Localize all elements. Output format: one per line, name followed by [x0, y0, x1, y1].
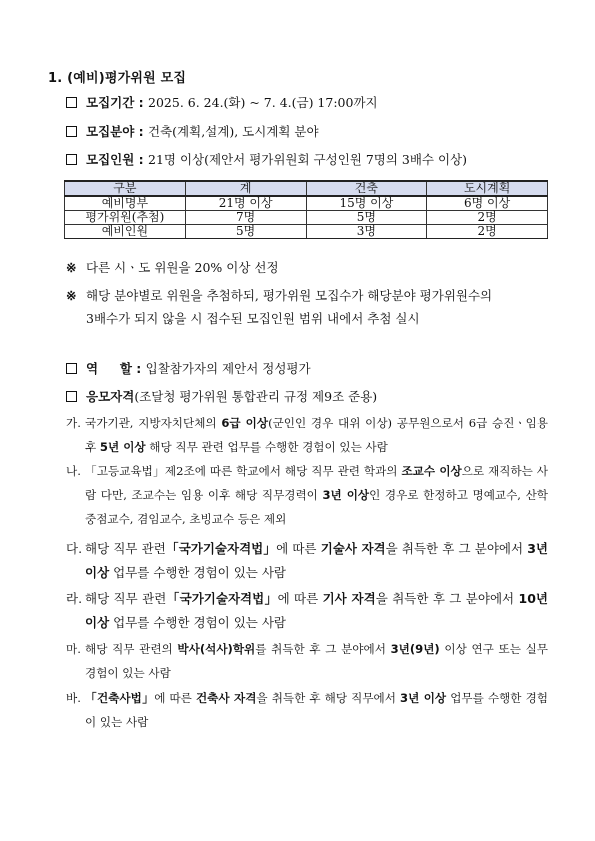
role-row [66, 358, 311, 378]
table-cell: 5명 [306, 211, 427, 225]
item-marker: 다. [66, 541, 83, 556]
item-emphasis: 「국가기술자격법」 [166, 591, 278, 606]
qualification-item-ma [66, 637, 548, 685]
item-text: 업무를 수행한 경험이 있는 사람 [109, 565, 286, 580]
section-title: 1. (예비)평가위원 모집 [48, 71, 187, 86]
recruitment-table [64, 180, 548, 239]
table-cell: 5명 [185, 225, 306, 239]
table-cell: 예비명부 [65, 196, 186, 211]
table-header-cell: 계 [185, 181, 306, 196]
item-text: 에 따른 [154, 691, 196, 705]
item-emphasis: 박사(석사)학위 [177, 642, 256, 656]
note-1-text: 다른 시ㆍ도 위원을 20% 이상 선정 [86, 260, 279, 275]
item-text: 을 취득한 후 그 분야에서 [385, 541, 528, 556]
count-value: 21명 이상(제안서 평가위원회 구성인원 7명의 3배수 이상) [148, 152, 467, 167]
item-emphasis: 10년 이상 [85, 591, 548, 630]
table-cell: 2명 [427, 211, 548, 225]
note-2-text-line1: 해당 분야별로 위원을 추첨하되, 평가위원 모집수가 해당분야 평가위원수의 [86, 288, 493, 303]
item-emphasis: 5년 이상 [99, 440, 146, 454]
period-label: 모집기간 [86, 95, 135, 110]
checkbox-square-icon [66, 391, 77, 402]
item-text: 에 따른 [277, 591, 323, 606]
note-mark: ※ [66, 260, 77, 275]
item-emphasis: 기사 자격 [322, 591, 376, 606]
item-emphasis: 「건축사법」 [85, 691, 155, 705]
item-text: 업무를 수행한 경험이 있는 사람 [85, 691, 548, 729]
period-value: 2025. 6. 24.(화) ~ 7. 4.(금) 17:00까지 [148, 95, 378, 110]
item-text: 국가기관, 지방자치단체의 [85, 416, 222, 430]
field-label: 모집분야 [86, 124, 135, 139]
item-text: 「고등교육법」제2조에 따른 학교에서 해당 직무 관련 학과의 [85, 464, 402, 478]
item-text: 을 취득한 후 그 분야에서 [375, 591, 519, 606]
item-text: 으로 재직하는 사람 다만, 조교수는 임용 이후 해당 직무경력이 [85, 464, 548, 502]
period-separator: : [134, 94, 149, 110]
table-cell: 6명 이상 [427, 196, 548, 211]
field-value: 건축(계획,설계), 도시계획 분야 [148, 124, 319, 139]
field-separator: : [134, 123, 149, 139]
item-text: 를 취득한 후 그 분야에서 [255, 642, 391, 656]
role-separator: : [131, 360, 146, 376]
checkbox-square-icon [66, 363, 77, 374]
item-emphasis: 3년 이상 [85, 541, 549, 580]
table-header-cell: 건축 [306, 181, 427, 196]
checkbox-square-icon [66, 97, 77, 108]
item-text: 해당 직무 관련 [85, 591, 167, 606]
count-separator: : [134, 151, 149, 167]
item-emphasis: 3년 이상 [400, 691, 447, 705]
item-text: 이상 연구 또는 실무 경험이 있는 사람 [85, 642, 548, 680]
note-mark: ※ [66, 288, 77, 303]
qualification-item-ga [66, 411, 548, 459]
note-1 [66, 256, 279, 279]
item-emphasis: 3년 이상 [322, 488, 370, 502]
table-cell: 21명 이상 [185, 196, 306, 211]
item-text: (군인인 경우 대위 이상) 공무원으로서 6급 승진ㆍ임용 후 [85, 416, 549, 454]
item-marker: 마. [66, 642, 81, 656]
item-text: 인 경우로 한정하고 명예교수, 산학중점교수, 겸임교수, 초빙교수 등은 제외 [85, 488, 548, 526]
checkbox-square-icon [66, 154, 77, 165]
table-row [65, 225, 548, 239]
period-row [66, 92, 378, 112]
count-label: 모집인원 [86, 152, 135, 167]
item-marker: 바. [66, 691, 81, 705]
qualification-item-ra [66, 587, 548, 635]
table-cell: 2명 [427, 225, 548, 239]
item-emphasis: 조교수 이상 [401, 464, 462, 478]
qualification-item-na [66, 459, 548, 531]
item-emphasis: 「국가기술자격법」 [165, 541, 277, 556]
item-emphasis: 6급 이상 [221, 416, 269, 430]
qualification-label: 응모자격 [86, 389, 135, 404]
qualification-item-da [66, 537, 548, 585]
item-text: 해당 직무 관련 업무를 수행한 경험이 있는 사람 [145, 440, 388, 454]
checkbox-square-icon [66, 126, 77, 137]
table-cell: 7명 [185, 211, 306, 225]
count-row [66, 149, 467, 169]
item-marker: 라. [66, 591, 83, 606]
item-text: 을 취득한 후 해당 직무에서 [256, 691, 401, 705]
table-cell: 평가위원(추첨) [65, 211, 186, 225]
item-emphasis: 기술사 자격 [320, 541, 386, 556]
item-text: 업무를 수행한 경험이 있는 사람 [109, 615, 286, 630]
table-header-cell: 도시계획 [427, 181, 548, 196]
table-row [65, 211, 548, 225]
item-marker: 가. [66, 416, 81, 430]
item-emphasis: 건축사 자격 [195, 691, 257, 705]
qualification-row [66, 386, 377, 406]
note-2 [66, 284, 556, 330]
table-cell: 예비인원 [65, 225, 186, 239]
item-emphasis: 3년(9년) [390, 642, 440, 656]
field-row [66, 121, 319, 141]
role-label: 역 할 [86, 361, 132, 376]
table-cell: 15명 이상 [306, 196, 427, 211]
table-row [65, 196, 548, 211]
table-header-cell: 구분 [65, 181, 186, 196]
item-text: 에 따른 [276, 541, 321, 556]
item-text: 해당 직무 관련의 [85, 642, 178, 656]
note-2-text-line2: 3배수가 되지 않을 시 접수된 모집인원 범위 내에서 추첨 실시 [86, 311, 420, 326]
qualification-item-ba [66, 686, 548, 734]
item-text: 해당 직무 관련 [85, 541, 166, 556]
table-cell: 3명 [306, 225, 427, 239]
item-marker: 나. [66, 464, 81, 478]
qualification-value: (조달청 평가위원 통합관리 규정 제9조 준용) [134, 389, 378, 404]
table-header-row [65, 181, 548, 196]
role-value: 입찰참가자의 제안서 정성평가 [145, 361, 311, 376]
